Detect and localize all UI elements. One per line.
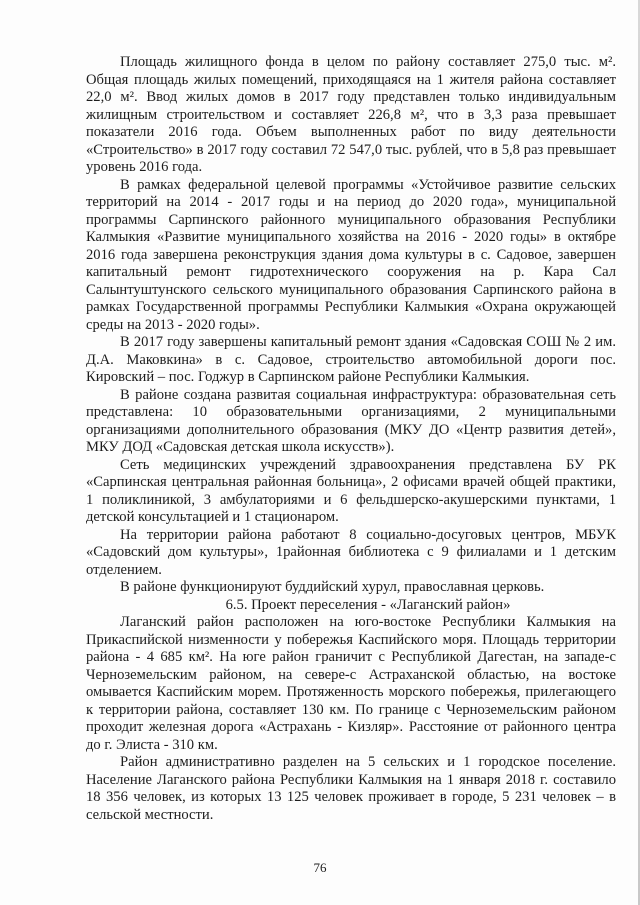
paragraph-housing: Площадь жилищного фонда в целом по району составляет 275,0 тыс. м². Общая площадь жилых помещений, приходящаяся на 1 жителя района составляет 22,0 м². Ввод жилых домов в 2017 году представлен только индивидуальным жилищным строительством и составляет 226,8 м², что в 3,3 раза превышает показатели 2016 года. Объем выполненных работ по виду деятельности «Строительство» в 2017 году составил 72 547,0 тыс. рублей, что в 5,8 раз превышает уровень 2016 года.	[86, 54, 616, 175]
paragraph-lagan-location: Лаганский район расположен на юго-востоке Республики Калмыкия на Прикаспийской низменности у побережья Каспийского моря. Площадь территории района - 4 685 км². На юге район граничит с Республикой Дагестан, на западе-с Черноземельским районом, на севере-с Астраханской областью, на востоке омывается Каспийским морем. Протяженность морского побережья, прилегающего к территории района, составляет 130 км. По границе с Черноземельским районом проходит железная дорога «Астрахань - Кизляр». Расстояние от районного центра до г. Элиста - 310 км.	[86, 614, 616, 753]
document-body	[86, 54, 616, 824]
page-number: 76	[313, 860, 327, 875]
paragraph-culture: На территории района работают 8 социально-досуговых центров, МБУК «Садовский дом культуры», 1районная библиотека с 9 филиалами и 1 детским отделением.	[86, 526, 616, 578]
section-heading: 6.5. Проект переселения - «Лаганский район»	[225, 596, 511, 613]
paragraph-education: В районе создана развитая социальная инфраструктура: образовательная сеть представлена: 10 образовательными организациями, 2 муниципальными организациями дополнительного образования (МКУ ДО «Центр развития детей», МКУ ДОД «Садовская детская школа искусств»).	[86, 386, 616, 455]
paragraph-federal-program: В рамках федеральной целевой программы «Устойчивое развитие сельских территорий на 2014 - 2017 годы и на период до 2020 года», муниципальной программы Сарпинского районного муниципального образования Республики Калмыкия «Развитие муниципального хозяйства на 2016 - 2020 годы» в октябре 2016 года завершена реконструкция здания дома культуры в с. Садовое, завершен капитальный ремонт гидротехнического сооружения на р. Кара Сал Салынтуштунского сельского муниципального образования Сарпинского района в рамках Государственной программы Республики Калмыкия «Охрана окружающей среды на 2013 - 2020 годы».	[86, 176, 616, 333]
paragraph-healthcare: Сеть медицинских учреждений здравоохранения представлена БУ РК «Сарпинская центральная районная больница», 2 офисами врачей общей практики, 1 поликлиникой, 3 амбулаториями и 6 фельдшерско-акушерскими пунктами, 1 детской консультацией и 1 стационаром.	[86, 456, 616, 525]
paragraph-lagan-population: Район административно разделен на 5 сельских и 1 городское поселение. Население Лаганского района Республики Калмыкия на 1 января 2018 г. составило 18 356 человек, из которых 13 125 человек проживает в городе, 5 231 человек – в сельской местности.	[86, 754, 616, 823]
paragraph-religion: В районе функционируют буддийский хурул, православная церковь.	[120, 579, 545, 595]
paragraph-2017-repairs: В 2017 году завершены капитальный ремонт здания «Садовская СОШ № 2 им. Д.А. Маковкина» в с. Садовое, строительство автомобильной дороги пос. Кировский – пос. Годжур в Сарпинском районе Республики Калмыкия.	[86, 334, 616, 385]
